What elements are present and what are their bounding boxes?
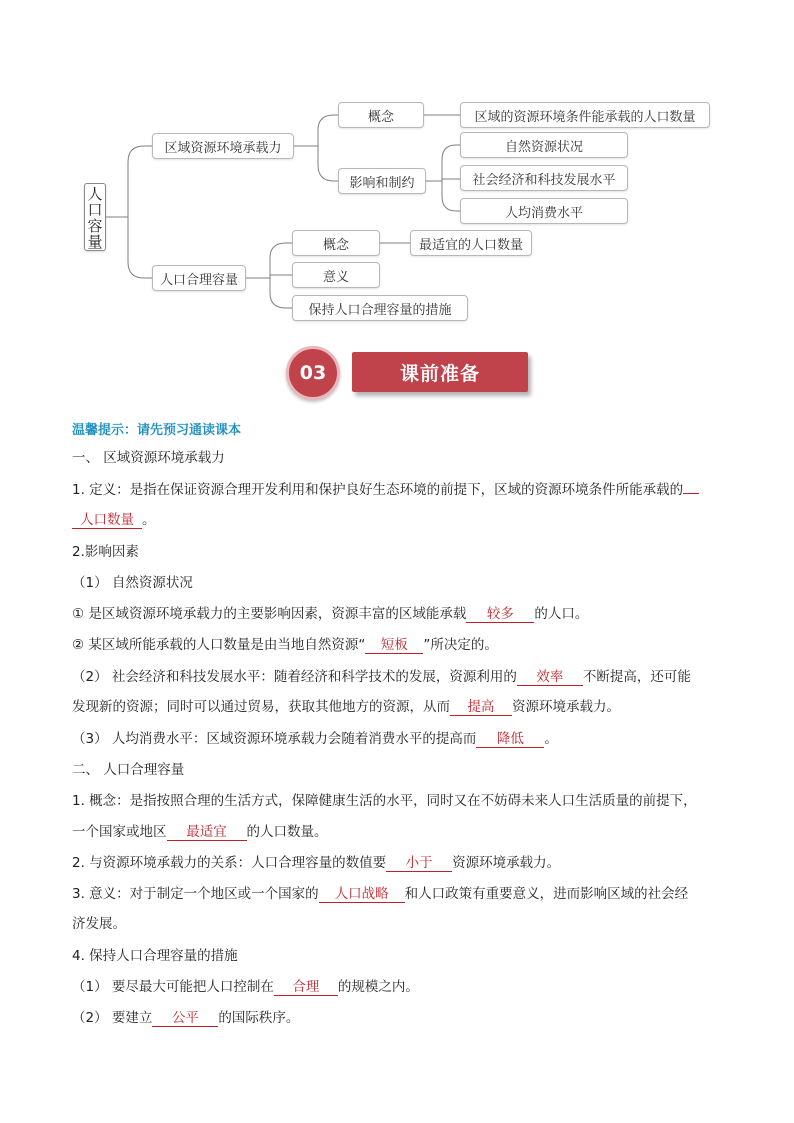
heading-reasonable-capacity: 二、 人口合理容量 [72,762,185,778]
section-number-badge: 03 [286,346,340,400]
mind-map-root: 人口容量 [84,183,106,251]
measure-2: （2） 要建立 公平 的国际秩序。 [72,1010,300,1026]
answer-blank: 公平 [152,1010,218,1027]
node-factor-economy-technology: 社会经济和科技发展水平 [460,165,628,191]
factor-1-item-1: ① 是区域资源环境承载力的主要影响因素，资源丰富的区域能承载 较多 的人口。 [72,606,589,622]
mind-map [0,0,794,340]
node-factor-natural-resources: 自然资源状况 [460,132,628,158]
connector-root-n2 [128,217,152,278]
significance-line-1: 3. 意义：对于制定一个地区或一个国家的 人口战略 和人口政策有重要意义，进而影响区域的社会经 [72,886,689,902]
factor-2-line-1: （2） 社会经济和科技发展水平：随着经济和科学技术的发展，资源利用的 效率 不断提高，还可能 [72,669,691,685]
connector-root-n1 [128,146,152,217]
heading-carrying-capacity: 一、 区域资源环境承载力 [72,450,225,466]
connector-n1-factors [318,146,338,181]
node-n1-factors: 影响和制约 [338,168,426,194]
answer-blank: 较多 [466,606,534,623]
connector-f3 [442,181,460,211]
answer-blank: 效率 [517,669,583,686]
answer-blank: 小于 [386,855,452,872]
connector-n1-concept [318,115,338,146]
section-title: 课前准备 [352,352,528,392]
definition-line-2: 人口数量 。 [72,508,156,529]
concept-line-2: 一个国家或地区 最适宜 的人口数量。 [72,824,328,840]
relation-line: 2. 与资源环境承载力的关系：人口合理容量的数值要 小于 资源环境承载力。 [72,855,561,871]
connector-n2-measures [270,278,292,308]
blank-underline [683,493,699,494]
factor-1-item-2: ② 某区域所能承载的人口数量是由当地自然资源“ 短板 ”所决定的。 [72,637,498,653]
section-banner [286,346,536,402]
node-n1-concept: 概念 [338,102,424,128]
definition-line-1: 1. 定义：是指在保证资源合理开发利用和保护良好生态环境的前提下，区域的资源环境条件所能承载的 [72,478,699,498]
concept-line-1: 1. 概念：是指按照合理的生活方式，保障健康生活的水平，同时又在不妨碍未来人口生活质量的前提下， [72,793,697,809]
node-reasonable-capacity: 人口合理容量 [152,265,246,291]
answer-blank: 降低 [476,731,544,748]
answer-blank: 人口数量 [72,512,142,529]
answer-blank: 合理 [274,979,338,996]
node-factor-consumption: 人均消费水平 [460,198,628,224]
measure-1: （1） 要尽最大可能把人口控制在 合理 的规模之内。 [72,979,419,995]
factor-2-line-2: 发现新的资源；同时可以通过贸易，获取其他地方的资源，从而 提高 资源环境承载力。 [72,699,620,715]
factor-1-heading: （1） 自然资源状况 [72,575,193,591]
node-n2-meaning: 意义 [292,262,380,288]
measures-heading: 4. 保持人口合理容量的措施 [72,948,238,964]
answer-blank: 最适宜 [167,824,247,841]
significance-line-2: 济发展。 [72,916,126,932]
node-n1-concept-definition: 区域的资源环境条件能承载的人口数量 [460,102,710,128]
node-n2-measures: 保持人口合理容量的措施 [292,295,468,321]
influence-factors-heading: 2.影响因素 [72,544,139,560]
node-n2-concept: 概念 [292,230,380,256]
tip-text: 温馨提示：请先预习通读课本 [72,423,242,438]
answer-blank: 短板 [365,637,423,654]
answer-blank: 提高 [450,699,512,716]
factor-3-line: （3） 人均消费水平：区域资源环境承载力会随着消费水平的提高而 降低 。 [72,731,558,747]
connector-f1 [442,145,460,181]
connector-n2-concept [270,243,292,278]
answer-blank: 人口战略 [319,886,405,903]
node-carrying-capacity: 区域资源环境承载力 [152,133,294,159]
node-n2-concept-definition: 最适宜的人口数量 [410,230,532,256]
